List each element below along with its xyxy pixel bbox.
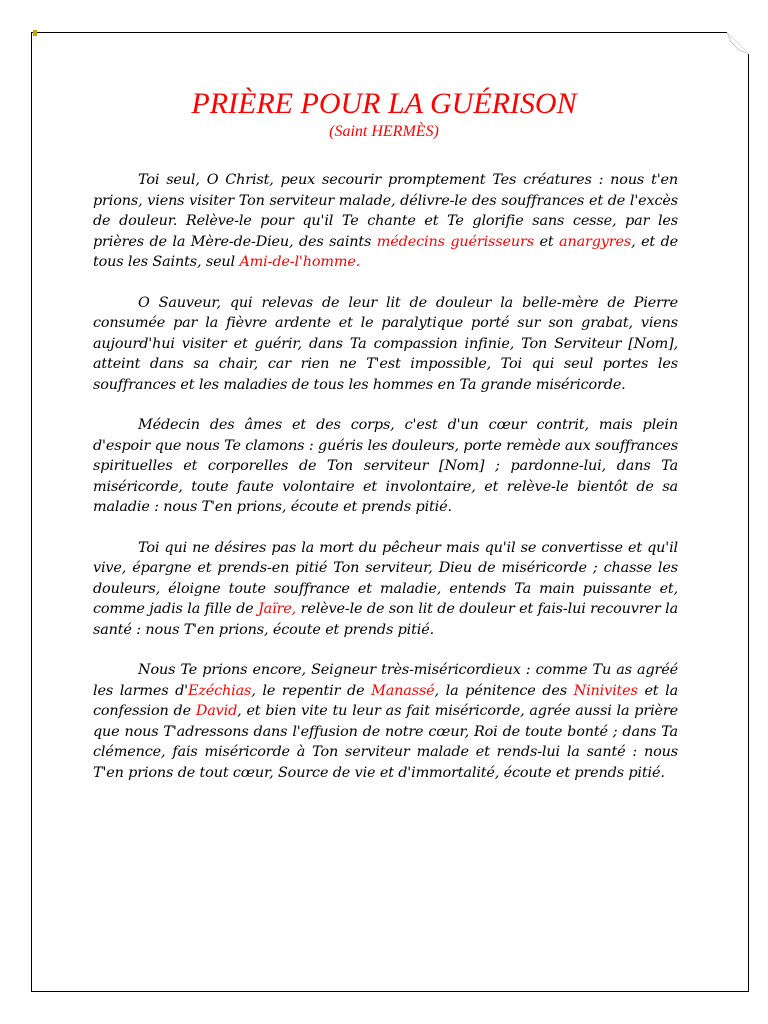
prayer-paragraph [93, 415, 678, 518]
prayer-paragraph [93, 293, 678, 396]
prayer-paragraph [93, 170, 678, 273]
highlighted-name: anargyres [559, 233, 632, 250]
paragraph-text: , et de tous les Saints, seul [93, 233, 679, 270]
anchor-mark-icon [33, 30, 37, 36]
page-subtitle: (Saint HERMÈS) [329, 123, 439, 140]
highlighted-name: Manassé [371, 682, 435, 699]
paragraph-text: , le repentir de [251, 682, 372, 699]
paragraph-text: et [533, 233, 560, 250]
page-fold-corner-icon [727, 32, 749, 54]
prayer-paragraph [93, 660, 678, 783]
highlighted-name: Ezéchias [187, 682, 252, 699]
highlighted-name: médecins guérisseurs [376, 233, 534, 250]
highlighted-name: David [195, 703, 238, 719]
paragraph-text: et la confession de [93, 682, 679, 719]
highlighted-name: Ami-de-l'homme. [239, 254, 361, 270]
prayer-paragraph [93, 538, 678, 641]
paragraph-text: Médecin des âmes et des corps, c'est d'un cœur contrit, mais plein d'espoir que nous Te clamons : guéris les douleurs, porte remède aux souffrances spirituelles et corporelles de Ton serviteur [Nom] ; pardonne-lui, dans Ta miséricorde, toute faute volontaire et involontaire, et relève-le bientôt de sa maladie : nous T'en prions, écoute et prends pitié. [93, 417, 678, 515]
paragraph-text: , et bien vite tu leur as fait miséricorde, agrée aussi la prière que nous T'adressons dans l'effusion de notre cœur, Roi de toute bonté ; dans Ta clémence, fais miséricorde à Ton serviteur malade et rends-lui la santé : nous T'en prions de tout cœur, Source de vie et d'immortalité, écoute et prends pitié. [93, 703, 679, 781]
prayer-body [93, 170, 678, 803]
paragraph-text: O Sauveur, qui relevas de leur lit de douleur la belle-mère de Pierre consumée par la fièvre ardente et le paralytique porté sur son grabat, viens aujourd'hui visiter et guérir, dans Ta compassion infinie, Ton Serviteur [Nom], atteint dans sa chair, car rien ne T'est impossible, Toi qui seul portes les souffrances et les maladies de tous les hommes en Ta grande miséricorde. [93, 294, 678, 393]
page-title: PRIÈRE POUR LA GUÉRISON [191, 87, 577, 120]
paragraph-text: relève-le de son lit de douleur et fais-lui recouvrer la santé : nous T'en prions, écoute et prends pitié. [93, 601, 678, 638]
paragraph-text: , la pénitence des [434, 682, 574, 699]
highlighted-name: Ninivites [573, 682, 638, 699]
highlighted-name: Jaïre, [258, 601, 297, 617]
paragraph-text: Nous Te prions encore, Seigneur très-miséricordieux : comme Tu as agréé les larmes d' [93, 662, 678, 699]
paragraph-text: Toi seul, O Christ, peux secourir promptement Tes créatures : nous t'en prions, viens visiter Ton serviteur malade, délivre-le des souffrances et de l'excès de douleur. Relève-le pour qu'il Te chante et Te glorifie sans cesse, par les prières de la Mère-de-Dieu, des saints [93, 172, 678, 250]
paragraph-text: Toi qui ne désires pas la mort du pêcheur mais qu'il se convertisse et qu'il vive, épargne et prends-en pitié Ton serviteur, Dieu de miséricorde ; chasse les douleurs, éloigne toute souffrance et maladie, entends Ta main puissante et, comme jadis la fille de [93, 539, 678, 617]
